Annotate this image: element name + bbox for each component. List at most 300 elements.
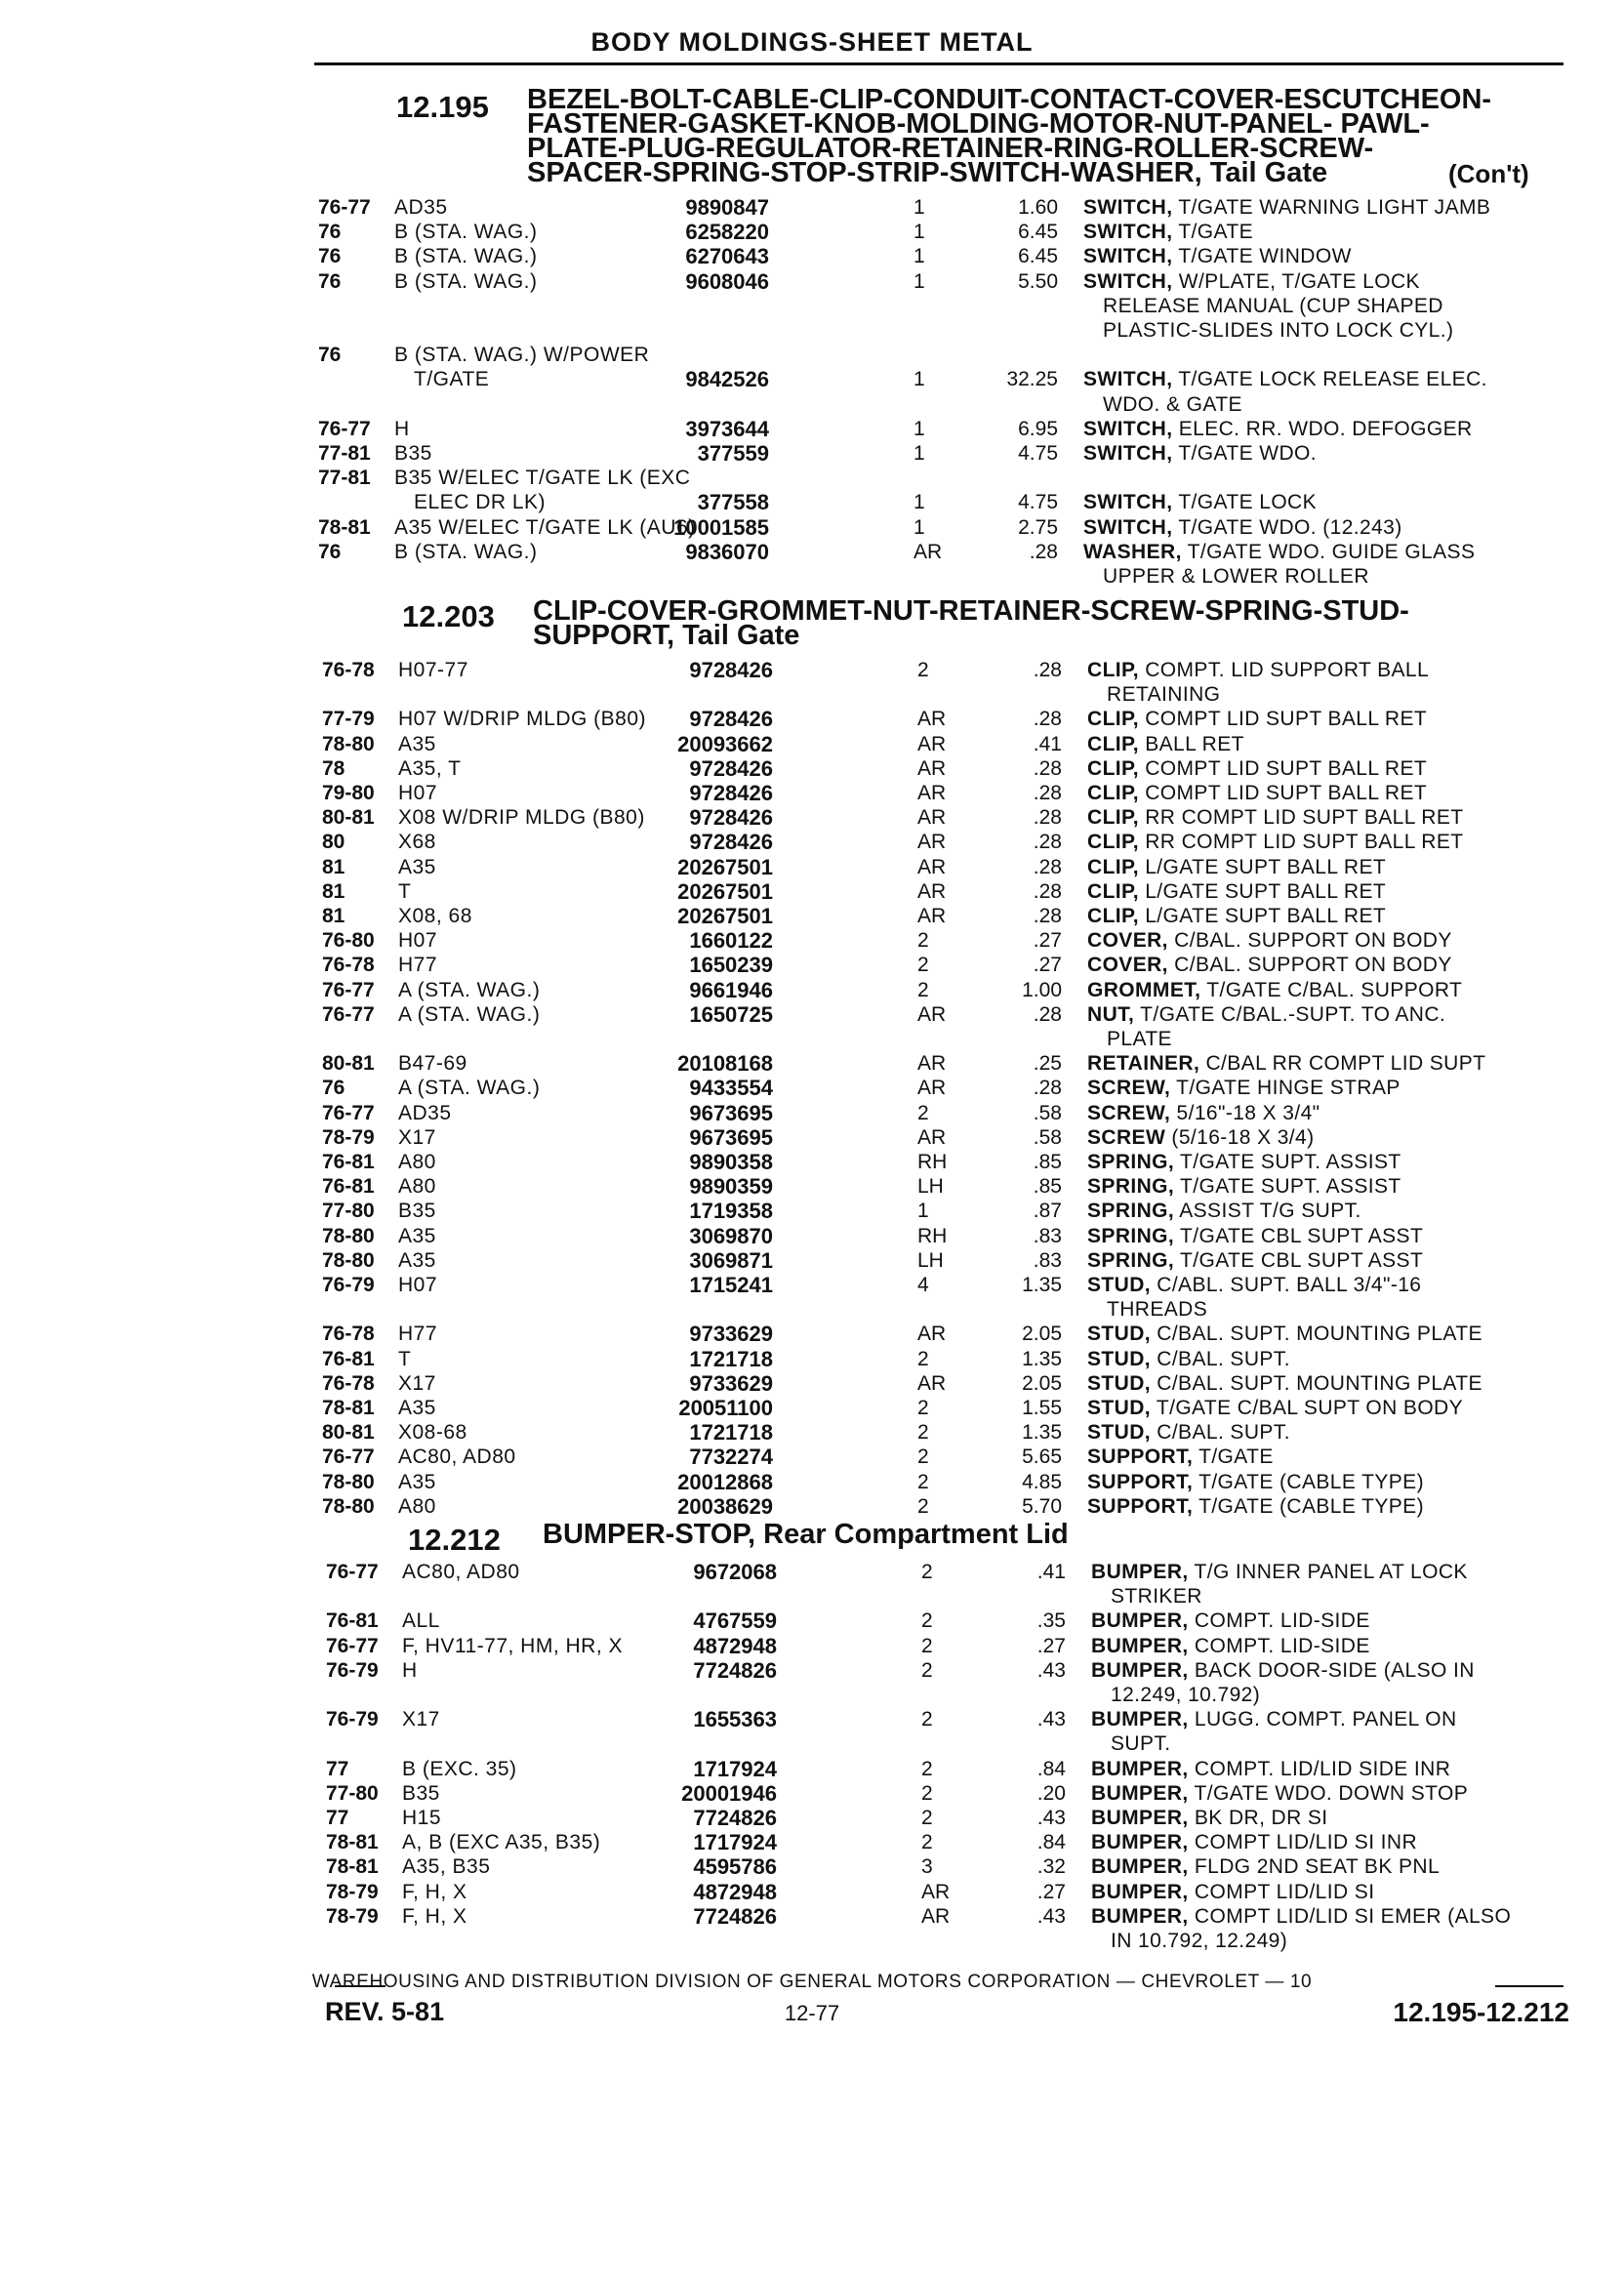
- part-description: [1083, 490, 1317, 514]
- model-years: 78-81: [326, 1855, 379, 1879]
- parts-row: [326, 1634, 1585, 1658]
- model-years: 78-81: [322, 1397, 375, 1419]
- parts-row: [322, 1248, 1581, 1273]
- description-text: C/BAL. SUPT.: [1157, 1421, 1290, 1445]
- part-description: [1083, 515, 1402, 540]
- application: H: [402, 1658, 418, 1682]
- application: X17: [402, 1708, 440, 1731]
- parts-row: [322, 1199, 1581, 1223]
- parts-row: [326, 1608, 1585, 1633]
- application: H15: [402, 1807, 442, 1829]
- part-name: BUMPER,: [1091, 1609, 1189, 1633]
- description-text: T/GATE SUPT. ASSIST: [1180, 1151, 1401, 1173]
- part-name: STUD,: [1087, 1347, 1151, 1370]
- part-description: [1083, 269, 1420, 294]
- description-text: RR COMPT LID SUPT BALL RET: [1145, 831, 1464, 854]
- part-description: [1087, 1445, 1274, 1469]
- model-years: 77: [326, 1807, 349, 1829]
- model-years: 76-80: [322, 929, 375, 953]
- parts-row: [322, 879, 1581, 904]
- quantity: AR: [917, 879, 947, 903]
- part-number: 20001946: [681, 1780, 777, 1806]
- price: .27: [1036, 1634, 1066, 1657]
- part-name: SWITCH,: [1083, 221, 1173, 244]
- description-text: T/G INNER PANEL AT LOCK: [1194, 1561, 1468, 1583]
- description-text: STRIKER: [1111, 1585, 1202, 1608]
- part-description: [1083, 417, 1473, 441]
- application: AC80, AD80: [398, 1445, 516, 1469]
- part-name: SWITCH,: [1083, 196, 1173, 219]
- application: X68: [398, 831, 436, 854]
- description-text: C/BAL RR COMPT LID SUPT: [1205, 1052, 1486, 1076]
- part-description: [1087, 904, 1386, 928]
- parts-row: [322, 1470, 1581, 1494]
- part-description: [1111, 1929, 1287, 1953]
- description-text: SUPT.: [1111, 1732, 1171, 1756]
- quantity: 2: [917, 1397, 929, 1419]
- description-text: C/ABL. SUPT. BALL 3/4"-16: [1157, 1274, 1422, 1296]
- model-years: 81: [322, 905, 345, 927]
- price: 2.05: [1022, 1323, 1062, 1346]
- part-description: [1103, 294, 1443, 318]
- price: .43: [1036, 1658, 1066, 1682]
- description-text: COMPT. LID-SIDE: [1194, 1609, 1370, 1633]
- price: 2.75: [1018, 515, 1058, 539]
- part-number: 9733629: [689, 1322, 773, 1347]
- part-description: [1087, 1174, 1401, 1199]
- section-title-line: PLATE-PLUG-REGULATOR-RETAINER-RING-ROLLER-SCREW-: [527, 133, 1374, 164]
- parts-row: [326, 1854, 1585, 1879]
- quantity: 2: [917, 1347, 929, 1370]
- application: B35 W/ELEC T/GATE LK (EXC: [394, 467, 691, 490]
- application: B (STA. WAG.): [394, 245, 538, 268]
- quantity: AR: [917, 1077, 947, 1100]
- parts-row: [322, 658, 1581, 707]
- price: 5.70: [1022, 1494, 1062, 1518]
- part-description: [1083, 244, 1352, 268]
- quantity: 1: [914, 245, 925, 268]
- description-text: T/GATE: [1198, 1445, 1274, 1469]
- parts-row: [318, 220, 1577, 244]
- model-years: 80-81: [322, 1421, 375, 1445]
- description-text: COMPT LID/LID SI EMER (ALSO: [1194, 1904, 1512, 1928]
- quantity: LH: [917, 1248, 944, 1272]
- price: .43: [1036, 1708, 1066, 1731]
- application: H77: [398, 1323, 438, 1346]
- price: 4.85: [1022, 1470, 1062, 1493]
- description-text: FLDG 2ND SEAT BK PNL: [1194, 1855, 1441, 1879]
- parts-row: [322, 1347, 1581, 1371]
- quantity: 1: [914, 269, 925, 293]
- quantity: RH: [917, 1224, 948, 1247]
- part-name: SWITCH,: [1083, 245, 1173, 268]
- part-description: [1087, 781, 1427, 805]
- model-years: 76-78: [322, 1371, 375, 1395]
- description-text: C/BAL. SUPT.: [1157, 1347, 1290, 1370]
- model-years: 76-79: [326, 1658, 379, 1682]
- description-text: RELEASE MANUAL (CUP SHAPED: [1103, 294, 1443, 317]
- quantity: 2: [921, 1634, 933, 1657]
- price: .27: [1033, 954, 1062, 977]
- quantity: 1: [914, 417, 925, 440]
- parts-row: [322, 855, 1581, 879]
- section-title-line: SUPPORT, Tail Gate: [533, 620, 800, 651]
- model-years: 76-79: [322, 1274, 375, 1296]
- model-years: 78-79: [322, 1125, 375, 1149]
- quantity: 2: [917, 1101, 929, 1124]
- application: A35, T: [398, 756, 462, 780]
- price: .32: [1036, 1855, 1066, 1879]
- part-number: 9728426: [689, 830, 773, 855]
- part-name: CLIP,: [1087, 732, 1139, 755]
- quantity: AR: [917, 1371, 947, 1395]
- description-text: C/BAL. SUPPORT ON BODY: [1174, 929, 1452, 953]
- application: F, HV11-77, HM, HR, X: [402, 1634, 623, 1657]
- quantity: AR: [917, 1323, 947, 1346]
- part-name: CLIP,: [1087, 905, 1139, 927]
- quantity: AR: [917, 806, 947, 830]
- model-years: 76-81: [322, 1347, 375, 1370]
- application: X08, 68: [398, 905, 472, 927]
- part-description: [1091, 1830, 1417, 1854]
- model-years: 78-80: [322, 1470, 375, 1493]
- part-description: [1107, 1297, 1207, 1322]
- parts-row: [322, 707, 1581, 731]
- part-name: SWITCH,: [1083, 491, 1173, 514]
- section-title-line: SPACER-SPRING-STOP-STRIP-SWITCH-WASHER, Tail Gate: [527, 157, 1328, 188]
- model-years: 76-79: [326, 1708, 379, 1731]
- price: .41: [1033, 732, 1062, 755]
- description-text: IN 10.792, 12.249): [1111, 1929, 1288, 1952]
- description-text: COMPT. LID/LID SIDE INR: [1194, 1757, 1451, 1780]
- part-name: WASHER,: [1083, 540, 1182, 563]
- part-description: [1087, 1396, 1463, 1420]
- quantity: AR: [917, 782, 947, 804]
- price: .83: [1033, 1248, 1062, 1272]
- part-name: STUD,: [1087, 1323, 1151, 1346]
- part-number: 9890358: [689, 1150, 773, 1174]
- description-text: T/GATE WDO. GUIDE GLASS: [1187, 540, 1476, 563]
- description-text: T/GATE WDO. DOWN STOP: [1194, 1781, 1469, 1805]
- part-description: [1111, 1584, 1202, 1608]
- model-years: 76-81: [326, 1609, 379, 1633]
- part-name: SWITCH,: [1083, 368, 1173, 391]
- part-description: [1091, 1854, 1440, 1879]
- parts-row: [322, 1273, 1581, 1322]
- part-description: [1091, 1560, 1468, 1584]
- application: A35: [398, 1397, 436, 1419]
- application: A80: [398, 1151, 436, 1173]
- parts-row: [318, 195, 1577, 220]
- model-years: 77-79: [322, 708, 375, 731]
- quantity: AR: [917, 708, 947, 731]
- part-number: 1660122: [689, 928, 773, 954]
- part-description: [1087, 707, 1427, 731]
- price: 6.45: [1018, 245, 1058, 268]
- description-text: 12.249, 10.792): [1111, 1683, 1261, 1706]
- parts-row: [322, 1174, 1581, 1199]
- application: H07-77: [398, 659, 468, 681]
- section-title-line: FASTENER-GASKET-KNOB-MOLDING-MOTOR-NUT-PANEL- PAWL-: [527, 108, 1430, 140]
- part-description: [1091, 1904, 1511, 1929]
- part-name: CLIP,: [1087, 782, 1139, 804]
- price: .28: [1033, 806, 1062, 830]
- parts-row: [322, 904, 1581, 928]
- section-title-line: CLIP-COVER-GROMMET-NUT-RETAINER-SCREW-SPRING-STUD-: [533, 595, 1409, 627]
- parts-row: [318, 417, 1577, 441]
- model-years: 76: [318, 221, 342, 244]
- part-description: [1087, 1051, 1485, 1076]
- parts-row: [322, 928, 1581, 953]
- application: F, H, X: [402, 1880, 467, 1903]
- description-text: COMPT LID SUPT BALL RET: [1145, 782, 1428, 804]
- part-name: SWITCH,: [1083, 442, 1173, 465]
- part-number: 20051100: [678, 1396, 773, 1420]
- part-name: SPRING,: [1087, 1248, 1175, 1272]
- application: A35, B35: [402, 1855, 491, 1879]
- quantity: 1: [914, 368, 925, 391]
- part-name: BUMPER,: [1091, 1781, 1189, 1805]
- part-name: BUMPER,: [1091, 1634, 1189, 1657]
- part-name: CLIP,: [1087, 806, 1139, 830]
- description-text: BACK DOOR-SIDE (ALSO IN: [1194, 1658, 1475, 1682]
- model-years: 81: [322, 855, 345, 878]
- description-text: COMPT LID SUPT BALL RET: [1145, 756, 1428, 780]
- quantity: 2: [921, 1807, 933, 1829]
- quantity: AR: [914, 540, 943, 563]
- application: A (STA. WAG.): [398, 978, 541, 1001]
- model-years: 76-81: [322, 1151, 375, 1173]
- description-text: W/PLATE, T/GATE LOCK: [1178, 269, 1420, 293]
- description-text: BK DR, DR SI: [1194, 1807, 1328, 1829]
- part-number: 9836070: [685, 539, 769, 564]
- part-description: [1083, 220, 1253, 244]
- parts-row: [322, 805, 1581, 830]
- part-number: 1721718: [689, 1420, 773, 1445]
- quantity: 2: [921, 1708, 933, 1731]
- parts-row: [322, 1420, 1581, 1445]
- part-number: 9890359: [689, 1174, 773, 1200]
- part-number: 1719358: [689, 1199, 773, 1224]
- quantity: 2: [921, 1757, 933, 1780]
- quantity: 2: [921, 1781, 933, 1805]
- application: X08 W/DRIP MLDG (B80): [398, 806, 645, 830]
- part-number: 7732274: [689, 1445, 773, 1470]
- parts-row: [322, 1002, 1581, 1051]
- price: .28: [1033, 708, 1062, 731]
- price: .28: [1033, 1002, 1062, 1026]
- part-number: 20267501: [677, 854, 773, 879]
- price: .20: [1036, 1781, 1066, 1805]
- price: 1.00: [1022, 978, 1062, 1001]
- part-description: [1087, 805, 1463, 830]
- part-number: 9608046: [685, 268, 769, 294]
- part-name: STUD,: [1087, 1421, 1151, 1445]
- part-number: 20012868: [677, 1469, 773, 1494]
- part-number: 1715241: [689, 1273, 773, 1297]
- part-number: 9728426: [689, 755, 773, 781]
- parts-row: [326, 1757, 1585, 1781]
- price: .58: [1033, 1101, 1062, 1124]
- part-description: [1083, 441, 1317, 466]
- part-name: STUD,: [1087, 1397, 1151, 1419]
- application: A35: [398, 1470, 436, 1493]
- part-number: 1721718: [689, 1346, 773, 1371]
- application: T/GATE: [414, 368, 490, 391]
- part-name: GROMMET,: [1087, 978, 1201, 1001]
- price: .85: [1033, 1175, 1062, 1199]
- parts-row: [318, 540, 1577, 589]
- description-text: T/GATE WDO. (12.243): [1178, 515, 1402, 539]
- price: .28: [1033, 855, 1062, 878]
- part-name: BUMPER,: [1091, 1807, 1189, 1829]
- quantity: 2: [921, 1609, 933, 1633]
- price: .28: [1033, 879, 1062, 903]
- model-years: 79-80: [322, 782, 375, 804]
- part-name: SCREW: [1087, 1125, 1166, 1149]
- parts-row: [326, 1880, 1585, 1904]
- part-name: CLIP,: [1087, 659, 1139, 681]
- application: A35 W/ELEC T/GATE LK (AU6): [394, 515, 696, 539]
- parts-row: [322, 1371, 1581, 1396]
- parts-row: [322, 1224, 1581, 1248]
- part-number: 4872948: [693, 1633, 777, 1658]
- part-description: [1103, 564, 1369, 589]
- price: 4.75: [1018, 491, 1058, 514]
- parts-row: [322, 1076, 1581, 1100]
- part-description: [1087, 1420, 1290, 1445]
- description-text: T/GATE C/BAL SUPT ON BODY: [1156, 1397, 1464, 1419]
- quantity: 3: [921, 1855, 933, 1879]
- description-text: LUGG. COMPT. PANEL ON: [1194, 1708, 1457, 1731]
- part-name: RETAINER,: [1087, 1052, 1200, 1076]
- part-name: SPRING,: [1087, 1200, 1175, 1223]
- application: B (STA. WAG.): [394, 269, 538, 293]
- parts-row: [326, 1658, 1585, 1707]
- parts-row: [322, 1125, 1581, 1150]
- model-years: 76: [318, 344, 342, 367]
- parts-row: [318, 441, 1577, 466]
- price: .87: [1033, 1200, 1062, 1223]
- part-number: 20108168: [677, 1051, 773, 1077]
- part-description: [1091, 1658, 1475, 1683]
- part-number: 1717924: [693, 1830, 777, 1855]
- model-years: 78-80: [322, 1248, 375, 1272]
- part-name: BUMPER,: [1091, 1658, 1189, 1682]
- part-description: [1087, 1125, 1315, 1150]
- part-description: [1087, 1199, 1361, 1223]
- parts-row: [326, 1904, 1585, 1953]
- part-name: SPRING,: [1087, 1175, 1175, 1199]
- price: .43: [1036, 1807, 1066, 1829]
- model-years: 76: [318, 245, 342, 268]
- model-years: 78: [322, 756, 345, 780]
- parts-row: [326, 1830, 1585, 1854]
- application: A80: [398, 1494, 436, 1518]
- price: 1.35: [1022, 1347, 1062, 1370]
- part-number: 1655363: [693, 1707, 777, 1732]
- model-years: 78-80: [322, 1224, 375, 1247]
- part-description: [1087, 855, 1386, 879]
- section-title: [543, 1519, 1069, 1550]
- parts-row: [322, 781, 1581, 805]
- model-years: 78-80: [322, 732, 375, 755]
- part-description: [1087, 1371, 1482, 1396]
- part-description: [1107, 1027, 1172, 1051]
- part-name: CLIP,: [1087, 831, 1139, 854]
- quantity: 4: [917, 1274, 929, 1296]
- part-description: [1111, 1731, 1171, 1756]
- application: A35: [398, 732, 436, 755]
- quantity: AR: [917, 1125, 947, 1149]
- description-text: T/GATE CBL SUPT ASST: [1180, 1224, 1424, 1247]
- parts-row: [318, 269, 1577, 344]
- part-name: CLIP,: [1087, 879, 1139, 903]
- part-description: [1087, 1273, 1421, 1297]
- application: H07 W/DRIP MLDG (B80): [398, 708, 646, 731]
- description-text: T/GATE (CABLE TYPE): [1198, 1470, 1424, 1493]
- application: A35: [398, 1248, 436, 1272]
- description-text: L/GATE SUPT BALL RET: [1145, 855, 1387, 878]
- application: T: [398, 1347, 412, 1370]
- part-number: 4767559: [693, 1608, 777, 1634]
- part-name: SUPPORT,: [1087, 1494, 1194, 1518]
- model-years: 76: [318, 269, 342, 293]
- quantity: 2: [917, 659, 929, 681]
- part-number: 7724826: [693, 1903, 777, 1929]
- quantity: 1: [914, 221, 925, 244]
- application: A, B (EXC A35, B35): [402, 1831, 601, 1854]
- part-number: 20267501: [677, 904, 773, 928]
- application: H77: [398, 954, 438, 977]
- part-number: 1650725: [689, 1001, 773, 1027]
- description-text: COMPT LID/LID SI: [1194, 1880, 1375, 1903]
- parts-row: [322, 953, 1581, 977]
- part-number: 9673695: [689, 1124, 773, 1150]
- description-text: T/GATE CBL SUPT ASST: [1180, 1248, 1424, 1272]
- price: .83: [1033, 1224, 1062, 1247]
- part-name: SUPPORT,: [1087, 1470, 1194, 1493]
- part-description: [1087, 1101, 1320, 1125]
- model-years: 76-78: [322, 1323, 375, 1346]
- description-text: T/GATE LOCK: [1178, 491, 1318, 514]
- parts-row: [322, 1150, 1581, 1174]
- part-number: 9672068: [693, 1560, 777, 1584]
- parts-row: [318, 343, 1577, 416]
- description-text: T/GATE C/BAL.-SUPT. TO ANC.: [1140, 1002, 1446, 1026]
- application: A80: [398, 1175, 436, 1199]
- description-text: BALL RET: [1145, 732, 1244, 755]
- section-title: [527, 84, 1492, 188]
- part-number: 3069870: [689, 1223, 773, 1248]
- part-number: 6258220: [685, 220, 769, 245]
- quantity: RH: [917, 1151, 948, 1173]
- part-description: [1087, 1224, 1423, 1248]
- model-years: 76: [322, 1077, 345, 1100]
- part-name: STUD,: [1087, 1274, 1151, 1296]
- part-number: 3973644: [685, 416, 769, 441]
- parts-row: [322, 1101, 1581, 1125]
- description-text: T/GATE WINDOW: [1178, 245, 1352, 268]
- part-name: SWITCH,: [1083, 269, 1173, 293]
- part-name: BUMPER,: [1091, 1880, 1189, 1903]
- model-years: 81: [322, 879, 345, 903]
- application: X17: [398, 1371, 436, 1395]
- part-name: BUMPER,: [1091, 1831, 1189, 1854]
- part-name: NUT,: [1087, 1002, 1135, 1026]
- part-description: [1087, 830, 1463, 854]
- quantity: 2: [917, 1421, 929, 1445]
